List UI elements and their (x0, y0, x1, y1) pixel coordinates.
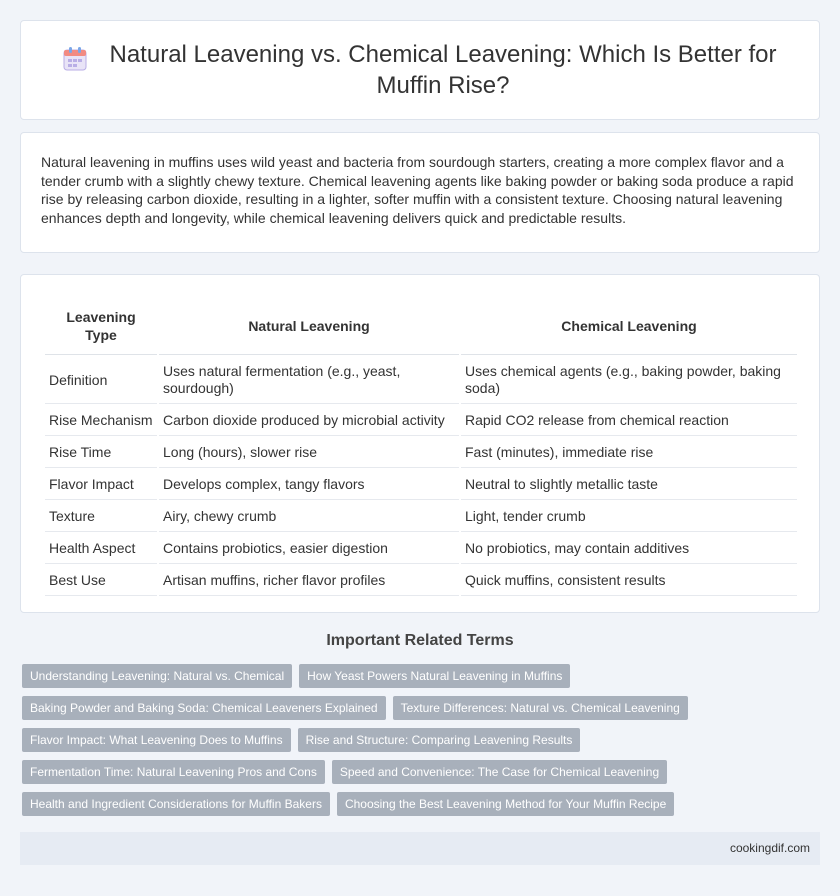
related-term-link[interactable]: Speed and Convenience: The Case for Chemical Leavening (332, 760, 667, 784)
natural-cell: Artisan muffins, richer flavor profiles (159, 566, 459, 596)
chemical-cell: Quick muffins, consistent results (461, 566, 797, 596)
table-row (45, 502, 797, 532)
chemical-cell: Fast (minutes), immediate rise (461, 438, 797, 468)
footer (20, 832, 820, 865)
row-label: Best Use (45, 566, 157, 596)
row-label: Flavor Impact (45, 470, 157, 500)
chemical-cell: Neutral to slightly metallic taste (461, 470, 797, 500)
comparison-table (43, 295, 799, 598)
related-term-link[interactable]: How Yeast Powers Natural Leavening in Muffins (299, 664, 570, 688)
header-chemical-leavening: Chemical Leavening (461, 297, 797, 355)
tag-row (22, 696, 822, 720)
related-terms-list (22, 664, 822, 824)
related-term-link[interactable]: Rise and Structure: Comparing Leavening Results (298, 728, 581, 752)
related-term-link[interactable]: Fermentation Time: Natural Leavening Pros and Cons (22, 760, 325, 784)
table-row (45, 357, 797, 404)
header-card (20, 20, 820, 120)
row-label: Definition (45, 357, 157, 404)
related-term-link[interactable]: Choosing the Best Leavening Method for Your Muffin Recipe (337, 792, 674, 816)
page-title: Natural Leavening vs. Chemical Leavening: Which Is Better for Muffin Rise? (109, 41, 777, 99)
chemical-cell: No probiotics, may contain additives (461, 534, 797, 564)
related-term-link[interactable]: Texture Differences: Natural vs. Chemical Leavening (393, 696, 688, 720)
header-leavening-type: Leavening Type (45, 297, 157, 355)
site-link[interactable]: cookingdif.com (729, 841, 810, 855)
table-row (45, 566, 797, 596)
table-row (45, 438, 797, 468)
related-term-link[interactable]: Understanding Leavening: Natural vs. Chemical (22, 664, 292, 688)
natural-cell: Long (hours), slower rise (159, 438, 459, 468)
row-label: Rise Mechanism (45, 406, 157, 436)
related-term-link[interactable]: Baking Powder and Baking Soda: Chemical Leaveners Explained (22, 696, 386, 720)
related-term-link[interactable]: Health and Ingredient Considerations for Muffin Bakers (22, 792, 330, 816)
tag-row (22, 728, 822, 752)
intro-card (20, 132, 820, 253)
tag-row (22, 792, 822, 816)
natural-cell: Contains probiotics, easier digestion (159, 534, 459, 564)
tag-row (22, 760, 822, 784)
calendar-icon (61, 45, 89, 73)
row-label: Health Aspect (45, 534, 157, 564)
table-row (45, 470, 797, 500)
natural-cell: Airy, chewy crumb (159, 502, 459, 532)
tag-row (22, 664, 822, 688)
intro-paragraph: Natural leavening in muffins uses wild yeast and bacteria from sourdough starters, creating a more complex flavor and a tender crumb with a slightly chewy texture. Chemical leavening agents like baking powder or baking soda produce a rapid rise by releasing carbon dioxide, resulting in a lighter, softer muffin with a consistent texture. Choosing natural leavening enhances depth and longevity, while chemical leavening delivers quick and predictable results. (41, 154, 794, 226)
chemical-cell: Uses chemical agents (e.g., baking powder, baking soda) (461, 357, 797, 404)
header (21, 21, 819, 119)
related-term-link[interactable]: Flavor Impact: What Leavening Does to Muffins (22, 728, 291, 752)
natural-cell: Uses natural fermentation (e.g., yeast, sourdough) (159, 357, 459, 404)
related-terms-title: Important Related Terms (326, 632, 514, 649)
chemical-cell: Rapid CO2 release from chemical reaction (461, 406, 797, 436)
natural-cell: Develops complex, tangy flavors (159, 470, 459, 500)
chemical-cell: Light, tender crumb (461, 502, 797, 532)
row-label: Texture (45, 502, 157, 532)
comparison-table-card (20, 274, 820, 613)
header-natural-leavening: Natural Leavening (159, 297, 459, 355)
natural-cell: Carbon dioxide produced by microbial activity (159, 406, 459, 436)
row-label: Rise Time (45, 438, 157, 468)
table-row (45, 406, 797, 436)
table-row (45, 534, 797, 564)
table-header-row (45, 297, 797, 355)
